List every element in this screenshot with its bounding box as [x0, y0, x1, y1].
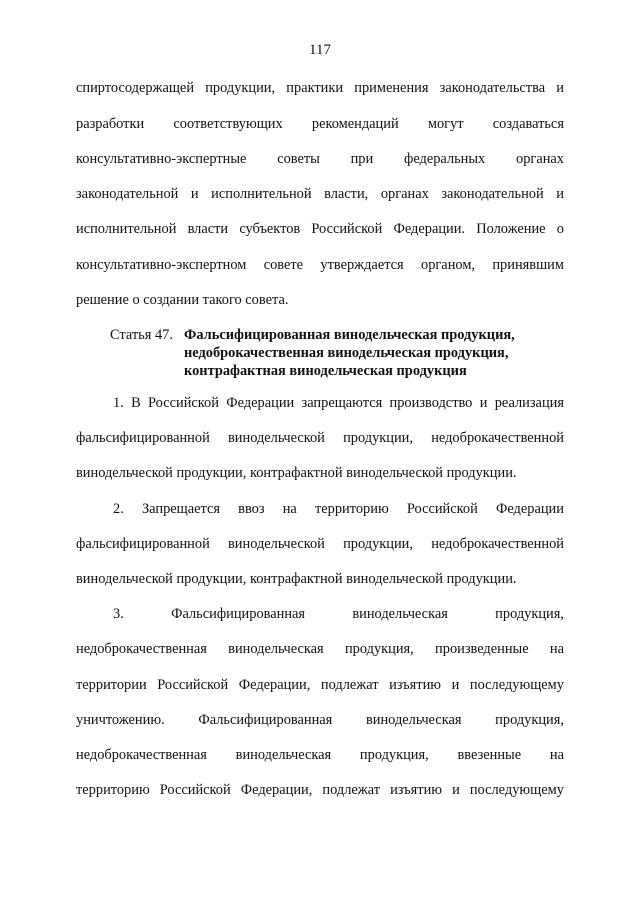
- article-number: Статья 47.: [110, 327, 173, 343]
- word: Фальсифицированная: [198, 712, 333, 728]
- article-title-line: недоброкачественная винодельческая продукция,: [184, 345, 509, 361]
- word: винодельческая: [235, 747, 332, 763]
- word: произведенные: [435, 641, 529, 657]
- word: территории: [76, 677, 147, 693]
- text-line: [76, 220, 564, 238]
- word: территорию: [76, 782, 150, 798]
- word: ввезенные: [457, 747, 522, 763]
- word: недоброкачественная: [76, 641, 207, 657]
- word: законодательства: [439, 80, 546, 96]
- word: винодельческая: [352, 606, 448, 622]
- text-line: [76, 781, 564, 799]
- page-number: 117: [309, 42, 331, 58]
- word: принявшим: [492, 257, 564, 273]
- word: разработки: [76, 116, 145, 132]
- word: органом,: [421, 257, 476, 273]
- word: Запрещается: [141, 501, 220, 517]
- word: подлежат: [320, 677, 379, 693]
- word: подлежат: [322, 782, 381, 798]
- text-line-last: решение о создании такого совета.: [76, 292, 289, 308]
- word: исполнительной: [76, 221, 177, 237]
- text-line: [113, 394, 564, 412]
- word: субъектов: [239, 221, 301, 237]
- word: и: [452, 782, 460, 798]
- word: соответствующих: [173, 116, 283, 132]
- word: и: [556, 186, 564, 202]
- word: создаваться: [492, 116, 564, 132]
- word: спиртосодержащей: [76, 80, 195, 96]
- word: продукция,: [495, 712, 564, 728]
- word: фальсифицированной: [76, 430, 210, 446]
- word: исполнительной: [211, 186, 312, 202]
- word: Фальсифицированная: [171, 606, 306, 622]
- word: В: [131, 395, 141, 411]
- word: винодельческой: [228, 430, 325, 446]
- word: Федерации,: [240, 782, 313, 798]
- text-line: [76, 79, 564, 97]
- word: Российской: [159, 782, 231, 798]
- word: уничтожению.: [76, 712, 165, 728]
- text-line: [76, 256, 564, 274]
- word: 2.: [113, 501, 124, 517]
- word: Российской: [157, 677, 229, 693]
- word: Федерации: [226, 395, 295, 411]
- word: Положение: [476, 221, 546, 237]
- article-title-line: Фальсифицированная винодельческая продукция,: [184, 327, 515, 343]
- word: о: [556, 221, 564, 237]
- word: Федерации: [495, 501, 564, 517]
- word: консультативно-экспертном: [76, 257, 247, 273]
- article-title-line: контрафактная винодельческая продукция: [184, 363, 467, 379]
- word: Российской: [406, 501, 478, 517]
- text-line-last: винодельческой продукции, контрафактной винодельческой продукции.: [76, 465, 517, 481]
- word: органах: [380, 186, 429, 202]
- word: последующему: [469, 677, 564, 693]
- word: запрещаются: [301, 395, 383, 411]
- word: продукции,: [205, 80, 276, 96]
- word: и: [451, 677, 460, 693]
- word: советы: [277, 151, 320, 167]
- text-line: [76, 535, 564, 553]
- word: Федерации,: [238, 677, 311, 693]
- word: и: [190, 186, 199, 202]
- word: производство: [389, 395, 473, 411]
- word: продукция,: [359, 747, 429, 763]
- word: утверждается: [320, 257, 404, 273]
- text-line: [113, 605, 564, 623]
- word: на: [549, 641, 564, 657]
- word: винодельческая: [365, 712, 462, 728]
- word: последующему: [469, 782, 564, 798]
- word: продукции,: [343, 430, 413, 446]
- word: рекомендаций: [311, 116, 399, 132]
- word: Российской: [311, 221, 383, 237]
- word: недоброкачественной: [431, 430, 564, 446]
- word: законодательной: [441, 186, 544, 202]
- text-line: [76, 640, 564, 658]
- word: совете: [263, 257, 304, 273]
- word: территорию: [314, 501, 389, 517]
- word: изъятию: [390, 782, 443, 798]
- word: федеральных: [404, 151, 486, 167]
- word: ввоз: [238, 501, 265, 517]
- word: власти,: [324, 186, 369, 202]
- word: органах: [516, 151, 564, 167]
- text-line: [76, 185, 564, 203]
- word: на: [282, 501, 297, 517]
- text-line-last: винодельческой продукции, контрафактной винодельческой продукции.: [76, 571, 517, 587]
- word: на: [549, 747, 564, 763]
- word: практики: [286, 80, 344, 96]
- word: винодельческой: [228, 536, 325, 552]
- word: фальсифицированной: [76, 536, 210, 552]
- word: недоброкачественной: [431, 536, 564, 552]
- word: применения: [354, 80, 429, 96]
- text-line: [76, 115, 564, 133]
- word: и: [479, 395, 488, 411]
- text-line: [76, 676, 564, 694]
- word: при: [350, 151, 374, 167]
- word: консультативно-экспертные: [76, 151, 247, 167]
- word: Федерации.: [393, 221, 466, 237]
- word: изъятию: [389, 677, 442, 693]
- text-line: [76, 746, 564, 764]
- word: продукции,: [343, 536, 413, 552]
- word: Российской: [148, 395, 219, 411]
- word: и: [556, 80, 564, 96]
- text-line: [113, 500, 564, 518]
- word: недоброкачественная: [76, 747, 207, 763]
- text-line: [76, 711, 564, 729]
- word: 1.: [113, 395, 124, 411]
- word: винодельческая: [228, 641, 324, 657]
- word: реализация: [494, 395, 564, 411]
- word: 3.: [113, 606, 124, 622]
- word: продукция,: [495, 606, 564, 622]
- text-line: [76, 150, 564, 168]
- word: могут: [427, 116, 464, 132]
- word: продукция,: [344, 641, 414, 657]
- text-line: [76, 429, 564, 447]
- word: власти: [187, 221, 229, 237]
- word: законодательной: [76, 186, 179, 202]
